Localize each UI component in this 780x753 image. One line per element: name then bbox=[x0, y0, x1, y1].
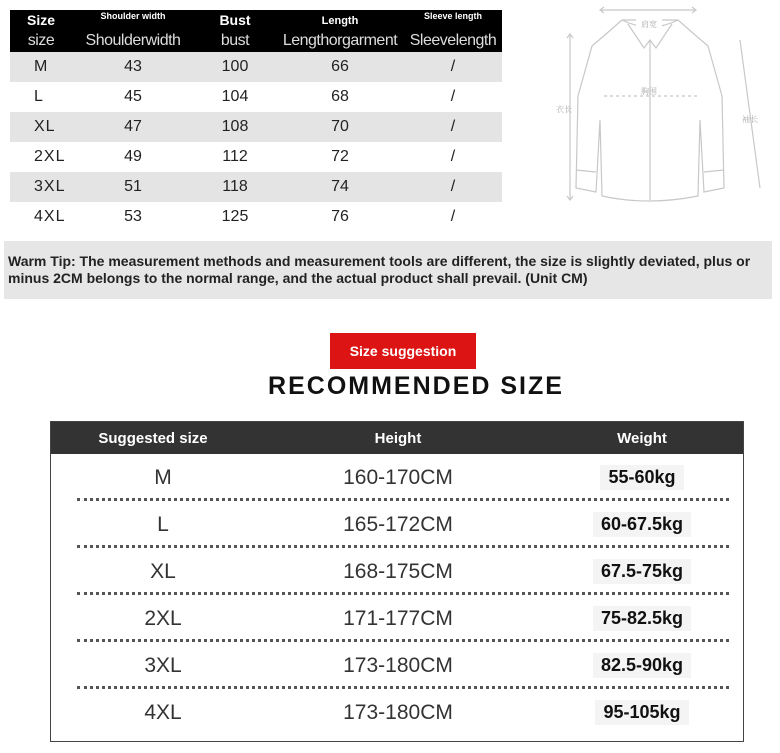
recommended-size-table bbox=[50, 421, 744, 742]
size-chart-table bbox=[10, 10, 502, 232]
table-row: 2XL 171-177CM 75-82.5kg bbox=[51, 595, 743, 642]
table-row: XL 47 108 70 / bbox=[10, 112, 502, 142]
size-chart-body bbox=[10, 52, 502, 232]
recommended-table-header bbox=[51, 422, 743, 454]
length-label: 衣长 bbox=[556, 105, 572, 114]
header-bust: Bust bust bbox=[219, 12, 251, 49]
table-row: M 160-170CM 55-60kg bbox=[51, 454, 743, 501]
header-height: Height bbox=[374, 429, 422, 447]
header-suggested-size: Suggested size bbox=[98, 429, 208, 447]
sleeve-label: 袖长 bbox=[742, 115, 758, 124]
size-chart-header bbox=[10, 10, 502, 52]
bust-label: 胸围 bbox=[641, 87, 657, 96]
header-size: Size size bbox=[26, 12, 55, 49]
table-row: 3XL 173-180CM 82.5-90kg bbox=[51, 642, 743, 689]
shoulder-label: 肩宽 bbox=[641, 20, 657, 29]
table-row: M 43 100 66 / bbox=[10, 52, 502, 82]
header-sleeve-length: Sleeve length Sleevelength bbox=[409, 11, 497, 49]
header-length: Length Lengthorgarment bbox=[282, 15, 398, 49]
size-suggestion-badge: Size suggestion bbox=[330, 333, 476, 369]
table-row: 4XL 173-180CM 95-105kg bbox=[51, 689, 743, 736]
shirt-measurement-diagram bbox=[548, 0, 770, 226]
table-row: L 45 104 68 / bbox=[10, 82, 502, 112]
table-row: 4XL 53 125 76 / bbox=[10, 202, 502, 232]
header-weight: Weight bbox=[617, 429, 667, 447]
warm-tip-note: Warm Tip: The measurement methods and measurement tools are different, the size is slightly deviated, plus or minus 2CM belongs to the normal range, and the actual product shall prevail. (Unit CM) bbox=[4, 241, 772, 299]
table-row: 2XL 49 112 72 / bbox=[10, 142, 502, 172]
header-shoulder-width: Shoulder width Shoulderwidth bbox=[85, 11, 181, 49]
table-row: 3XL 51 118 74 / bbox=[10, 172, 502, 202]
recommended-size-title: RECOMMENDED SIZE bbox=[268, 372, 564, 400]
table-row: L 165-172CM 60-67.5kg bbox=[51, 501, 743, 548]
table-row: XL 168-175CM 67.5-75kg bbox=[51, 548, 743, 595]
